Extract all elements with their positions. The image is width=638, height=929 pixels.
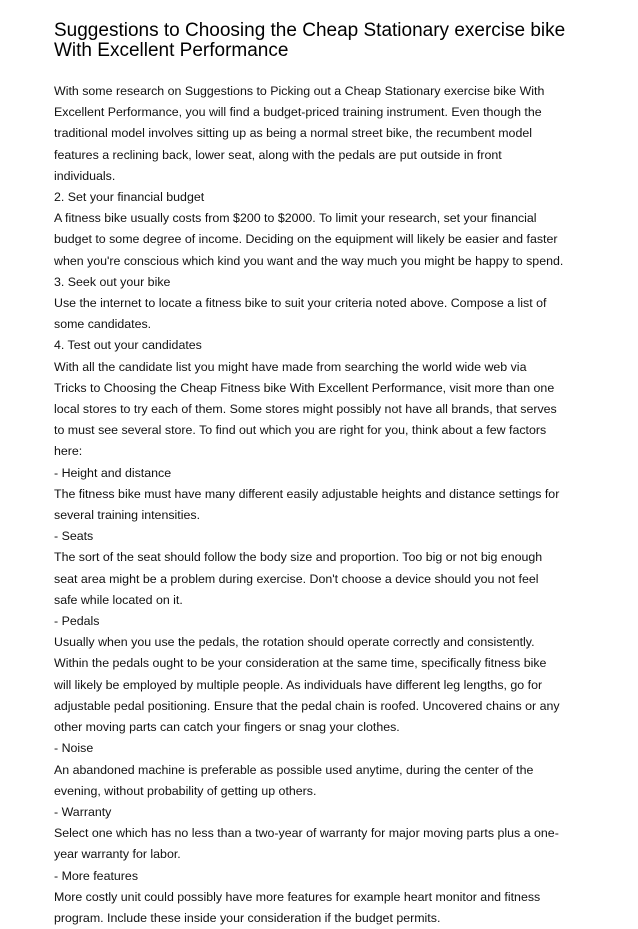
body-line: features a reclining back, lower seat, along with the pedals are put outside in front: [54, 147, 502, 162]
body-line: here:: [54, 444, 83, 459]
body-line: several training intensities.: [54, 508, 201, 523]
section-heading: 3. Seek out your bike: [54, 274, 171, 289]
subsection-heading: - Pedals: [54, 614, 100, 629]
body-line: local stores to try each of them. Some stores might possibly not have all brands, that serves: [54, 402, 557, 417]
document-body: [54, 81, 586, 929]
section-heading: 4. Test out your candidates: [54, 338, 202, 353]
body-line: to must see several store. To find out which you are right for you, think about a few factors: [54, 423, 547, 438]
document-title: [54, 21, 586, 61]
body-line: An abandoned machine is preferable as possible used anytime, during the center of the: [54, 762, 534, 777]
body-line: With some research on Suggestions to Picking out a Cheap Stationary exercise bike With: [54, 84, 545, 98]
body-line: Use the internet to locate a fitness bike to suit your criteria noted above. Compose a list of: [54, 296, 547, 311]
body-line: safe while located on it.: [54, 592, 183, 607]
section-heading: 2. Set your financial budget: [54, 190, 205, 205]
body-line: Usually when you use the pedals, the rotation should operate correctly and consistently.: [54, 635, 535, 650]
body-line: The fitness bike must have many different easily adjustable heights and distance settings for: [54, 486, 560, 501]
body-line: The sort of the seat should follow the body size and proportion. Too big or not big enough: [54, 550, 543, 565]
body-line: Within the pedals ought to be your consideration at the same time, specifically fitness bike: [54, 656, 547, 671]
subsection-heading: - Seats: [54, 529, 94, 544]
body-line: some candidates.: [54, 317, 152, 332]
body-line: Select one which has no less than a two-year of warranty for major moving parts plus a one-: [54, 826, 559, 841]
body-line: budget to some degree of income. Deciding on the equipment will likely be easier and faster: [54, 232, 558, 247]
title-line: With Excellent Performance: [54, 40, 289, 61]
subsection-heading: - Warranty: [54, 804, 112, 819]
body-line: traditional model involves sitting up as being a normal street bike, the recumbent model: [54, 126, 532, 141]
body-line: will likely be employed by multiple people. As individuals have different leg lengths, go for: [54, 677, 543, 692]
subsection-heading: - Height and distance: [54, 465, 172, 480]
body-line: when you're conscious which kind you want and the way much you might be happy to spend.: [54, 253, 564, 268]
body-line: A fitness bike usually costs from $200 to $2000. To limit your research, set your financial: [54, 211, 537, 226]
body-line: evening, without probability of getting up others.: [54, 783, 317, 798]
subsection-heading: - Noise: [54, 741, 94, 756]
body-line: other moving parts can catch your fingers or snag your clothes.: [54, 720, 400, 735]
body-line: adjustable pedal positioning. Ensure that the pedal chain is roofed. Uncovered chains or any: [54, 698, 560, 713]
body-line: seat area might be a problem during exercise. Don't choose a device should you not feel: [54, 571, 539, 586]
body-line: program. Include these inside your consideration if the budget permits.: [54, 910, 441, 925]
body-line: More costly unit could possibly have more features for example heart monitor and fitness: [54, 889, 541, 904]
title-line: Suggestions to Choosing the Cheap Stationary exercise bike: [54, 20, 566, 41]
subsection-heading: - More features: [54, 868, 139, 883]
body-line: Tricks to Choosing the Cheap Fitness bike With Excellent Performance, visit more than one: [54, 380, 555, 395]
body-line: year warranty for labor.: [54, 847, 181, 862]
body-line: With all the candidate list you might have made from searching the world wide web via: [54, 359, 527, 374]
body-line: Excellent Performance, you will find a budget-priced training instrument. Even though the: [54, 105, 542, 120]
body-line: individuals.: [54, 168, 116, 183]
